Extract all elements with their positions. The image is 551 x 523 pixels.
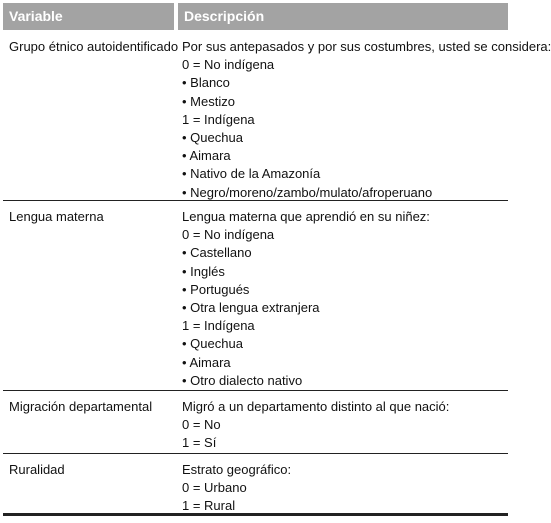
description-line: Por sus antepasados y por sus costumbres, usted se considera: — [182, 39, 551, 54]
description-line: Lengua materna que aprendió en su niñez: — [182, 209, 430, 224]
description-line: • Quechua — [182, 130, 243, 146]
description-line: 1 = Indígena — [182, 318, 255, 334]
description-line: 0 = Urbano — [182, 480, 247, 496]
description-cell — [182, 461, 291, 516]
description-line: 0 = No — [182, 417, 221, 433]
table-row — [3, 30, 551, 201]
table-row — [3, 454, 508, 518]
description-line: 1 = Rural — [182, 498, 236, 514]
description-cell — [182, 208, 430, 390]
description-line: • Blanco — [182, 75, 230, 91]
table-header — [3, 3, 508, 30]
description-line: • Mestizo — [182, 93, 235, 109]
variable-cell: Migración departamental — [9, 399, 153, 414]
description-line: • Nativo de la Amazonía — [182, 166, 321, 182]
description-line: • Negro/moreno/zambo/mulato/afroperuano — [182, 184, 433, 200]
description-line: Migró a un departamento distinto al que nació: — [182, 399, 450, 414]
variable-cell: Ruralidad — [9, 462, 65, 477]
description-cell — [182, 398, 449, 453]
description-line: • Aimara — [182, 354, 231, 370]
variables-table — [3, 3, 551, 518]
table-row — [3, 391, 508, 454]
description-line: 1 = Indígena — [182, 111, 255, 127]
header-variable: Variable — [3, 3, 174, 30]
description-line: • Otra lengua extranjera — [182, 300, 320, 316]
table-row — [3, 201, 508, 391]
description-line: Estrato geográfico: — [182, 462, 292, 477]
table-bottom-rule — [3, 513, 508, 516]
description-line: • Inglés — [182, 263, 225, 279]
description-line: • Otro dialecto nativo — [182, 372, 303, 388]
description-line: 1 = Sí — [182, 435, 217, 451]
description-line: 0 = No indígena — [182, 57, 275, 73]
description-line: • Quechua — [182, 336, 243, 352]
description-line: • Castellano — [182, 245, 252, 261]
description-line: • Aimara — [182, 148, 231, 164]
variable-cell: Grupo étnico autoidentificado — [9, 39, 179, 54]
description-cell — [182, 38, 551, 202]
description-line: • Portugués — [182, 281, 250, 297]
header-description: Descripción — [178, 3, 508, 30]
variable-cell: Lengua materna — [9, 209, 104, 224]
description-line: 0 = No indígena — [182, 227, 275, 243]
